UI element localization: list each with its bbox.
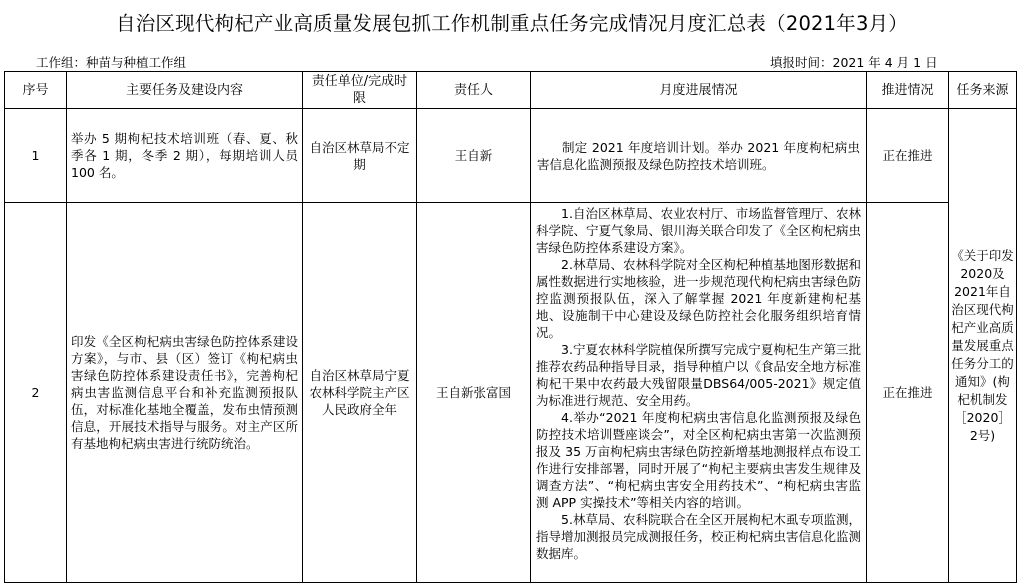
- task-source-cell: 《关于印发2020及2021年自治区现代枸杞产业高质量发展重点任务分工的通知》(枸杞机制发［2020］2号): [949, 109, 1017, 583]
- row-progress: 制定 2021 年度培训计划。举办 2021 年度枸杞病虫害信息化监测预报及绿色防控技术培训班。: [531, 109, 867, 203]
- row-person: 王自新: [417, 109, 531, 203]
- header-task: 主要任务及建设内容: [67, 72, 303, 109]
- header-progress: 月度进展情况: [531, 72, 867, 109]
- header-status: 推进情况: [867, 72, 949, 109]
- report-date-label: 填报时间：2021 年 4 月 1 日: [770, 55, 938, 70]
- page-title: 自治区现代枸杞产业高质量发展包抓工作机制重点任务完成情况月度汇总表（2021年3月）: [116, 12, 908, 35]
- table-header-row: [5, 72, 1017, 109]
- row-unit: 自治区林草局宁夏农林科学院主产区人民政府全年: [303, 203, 417, 583]
- progress-item: 2.林草局、农林科学院对全区枸杞种植基地图形数据和属性数据进行实地核验，进一步规范现代枸杞病虫害绿色防控监测预报队伍，深入了解掌握 2021 年度新建枸杞基地、设施制干中心建设及绿色防控社会化服务组织培育情况。: [536, 257, 862, 340]
- row-seq: 1: [5, 109, 67, 203]
- header-person: 责任人: [417, 72, 531, 109]
- header-source: 任务来源: [949, 72, 1017, 109]
- header-unit: 责任单位/完成时限: [303, 72, 417, 109]
- row-task: 印发《全区枸杞病虫害绿色防控体系建设方案》，与市、县（区）签订《枸杞病虫害绿色防控体系建设责任书》，完善枸杞病虫害监测信息平台和补充监测预报队伍，对标准化基地全覆盖，发布虫情预测信息，开展技术指导与服务。对主产区所有基地枸杞病虫害进行统防统治。: [67, 203, 303, 583]
- work-group-label: 工作组：种苗与种植工作组: [36, 55, 187, 70]
- progress-item: 5.林草局、农科院联合在全区开展枸杞木虱专项监测，指导增加测报员完成测报任务，校正枸杞病虫害信息化监测数据库。: [536, 512, 862, 561]
- row-status: 正在推进: [867, 109, 949, 203]
- progress-item: 3.宁夏农林科学院植保所撰写完成宁夏枸杞生产第三批推荐农药品种指导目录，指导种植户以《食品安全地方标准 枸杞干果中农药最大残留限量DBS64/005-2021》规定值为标准进行规范、安全用药。: [536, 342, 862, 408]
- row-seq: 2: [5, 203, 67, 583]
- summary-table: [4, 71, 1017, 583]
- table-row: [5, 203, 1017, 583]
- row-person: 王自新张富国: [417, 203, 531, 583]
- row-progress: [531, 203, 867, 583]
- progress-item: 4.举办“2021 年度枸杞病虫害信息化监测预报及绿色防控技术培训暨座谈会”，对全区枸杞病虫害第一次监测预报及 35 万亩枸杞病虫害绿色防控新增基地测报样点布设工作进行安排部署，同时开展了“枸杞主要病虫害发生规律及调查方法”、“枸杞病虫害安全用药技术”、“枸杞病虫害监测 APP 实操技术”等相关内容的培训。: [536, 410, 861, 510]
- progress-item: 1.自治区林草局、农业农村厅、市场监督管理厅、农林科学院、宁夏气象局、银川海关联合印发了《全区枸杞病虫害绿色防控体系建设方案》。: [536, 206, 862, 255]
- header-seq: 序号: [5, 72, 67, 109]
- row-status: 正在推进: [867, 203, 949, 583]
- row-task: 举办 5 期枸杞技术培训班（春、夏、秋季各 1 期，冬季 2 期），每期培训人员 100 名。: [67, 109, 303, 203]
- table-row: [5, 109, 1017, 203]
- row-unit: 自治区林草局不定期: [303, 109, 417, 203]
